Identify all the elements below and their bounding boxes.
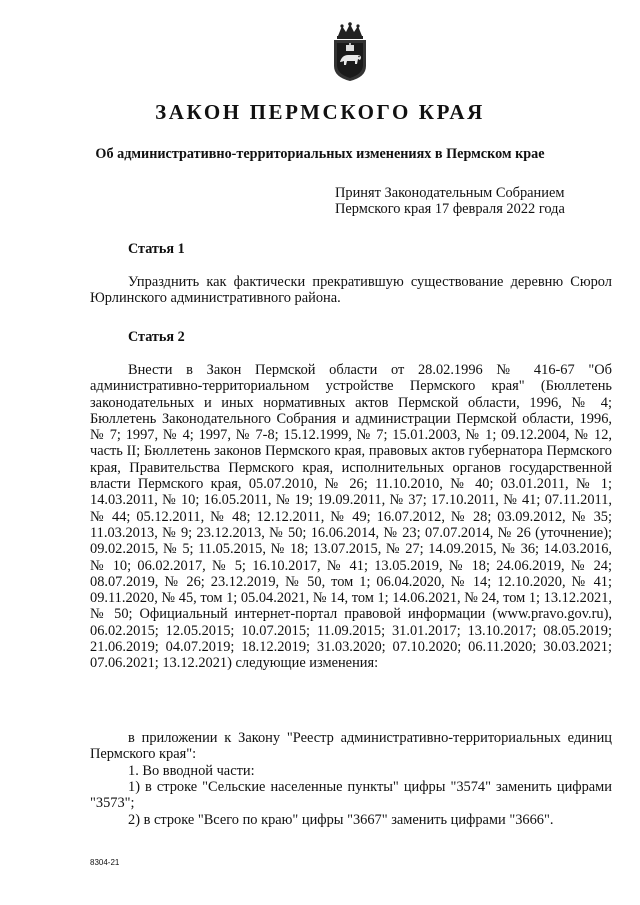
perm-krai-coat-of-arms-icon xyxy=(328,22,372,82)
article-2-item-1-subitem-2: 2) в строке "Всего по краю" цифры "3667" заменить цифрами "3666". xyxy=(128,812,554,828)
adoption-note-line-1: Принят Законодательным Собранием xyxy=(335,185,565,201)
adoption-note xyxy=(335,185,565,217)
document-subtitle: Об административно-территориальных изменениях в Пермском крае xyxy=(95,146,545,162)
document-title: ЗАКОН ПЕРМСКОГО КРАЯ xyxy=(155,100,485,124)
adoption-note-line-2: Пермского края 17 февраля 2022 года xyxy=(335,201,565,217)
article-1-text: Упразднить как фактически прекратившую существование деревню Сюрол Юрлинского административного района. xyxy=(90,274,612,307)
article-2-intro: Внести в Закон Пермской области от 28.02.1996 № 416-67 "Об административно-территориальном устройстве Пермского края" (Бюллетень законодательных и иных нормативных актов Пермской области, 1996, № 4; Бюллетень Законодательного Собрания и администрации Пермской области, 1996, № 7; 1997, № 4; 1997, № 7-8; 15.12.1999, № 7; 15.01.2003, № 1; 09.12.2004, № 12, часть II; Бюллетень законов Пермского края, правовых актов губернатора Пермского края, Правительства Пермского края, исполнительных органов государственной власти Пермского края, 05.07.2010, № 26; 11.10.2010, № 40; 03.01.2011, № 1; 14.03.2011, № 10; 16.05.2011, № 19; 19.09.2011, № 37; 17.10.2011, № 41; 07.11.2011, № 44; 05.12.2011, № 48; 12.12.2011, № 49; 16.07.2012, № 28; 03.09.2012, № 35; 11.03.2013, № 9; 23.12.2013, № 50; 16.06.2014, № 23; 07.07.2014, № 26 (уточнение); 09.02.2015, № 5; 11.05.2015, № 18; 13.07.2015, № 27; 14.09.2015, № 36; 14.03.2016, № 10; 06.02.2017, № 5; 16.10.2017, № 41; 13.05.2019, № 18; 24.06.2019, № 24; 08.07.2019, № 26; 23.12.2019, № 50, том 1; 06.04.2020, № 14; 12.10.2020, № 41; 09.11.2020, № 45, том 1; 05.04.2021, № 14, том 1; 14.06.2021, № 24, том 1; 13.12.2021, № 50; Официальный интернет-портал правовой информации (www.pravo.gov.ru), 06.02.2015; 12.05.2015; 10.07.2015; 11.09.2015; 31.01.2017; 13.10.2017; 08.05.2019; 21.06.2019; 04.07.2019; 18.12.2019; 31.03.2020; 07.10.2020; 06.11.2020; 30.03.2021; 07.06.2021; 13.12.2021) следующие изменения: xyxy=(90,362,612,672)
article-1-heading: Статья 1 xyxy=(128,241,185,257)
article-2-item-1-subitem-1: 1) в строке "Сельские населенные пункты" цифры "3574" заменить цифрами "3573"; xyxy=(90,779,612,812)
article-2-heading: Статья 2 xyxy=(128,329,185,345)
document-code: 8304-21 xyxy=(90,858,120,867)
article-2-appendix-clause: в приложении к Закону "Реестр административно-территориальных единиц Пермского края": xyxy=(90,730,612,763)
article-2-item-1: 1. Во вводной части: xyxy=(128,763,255,779)
